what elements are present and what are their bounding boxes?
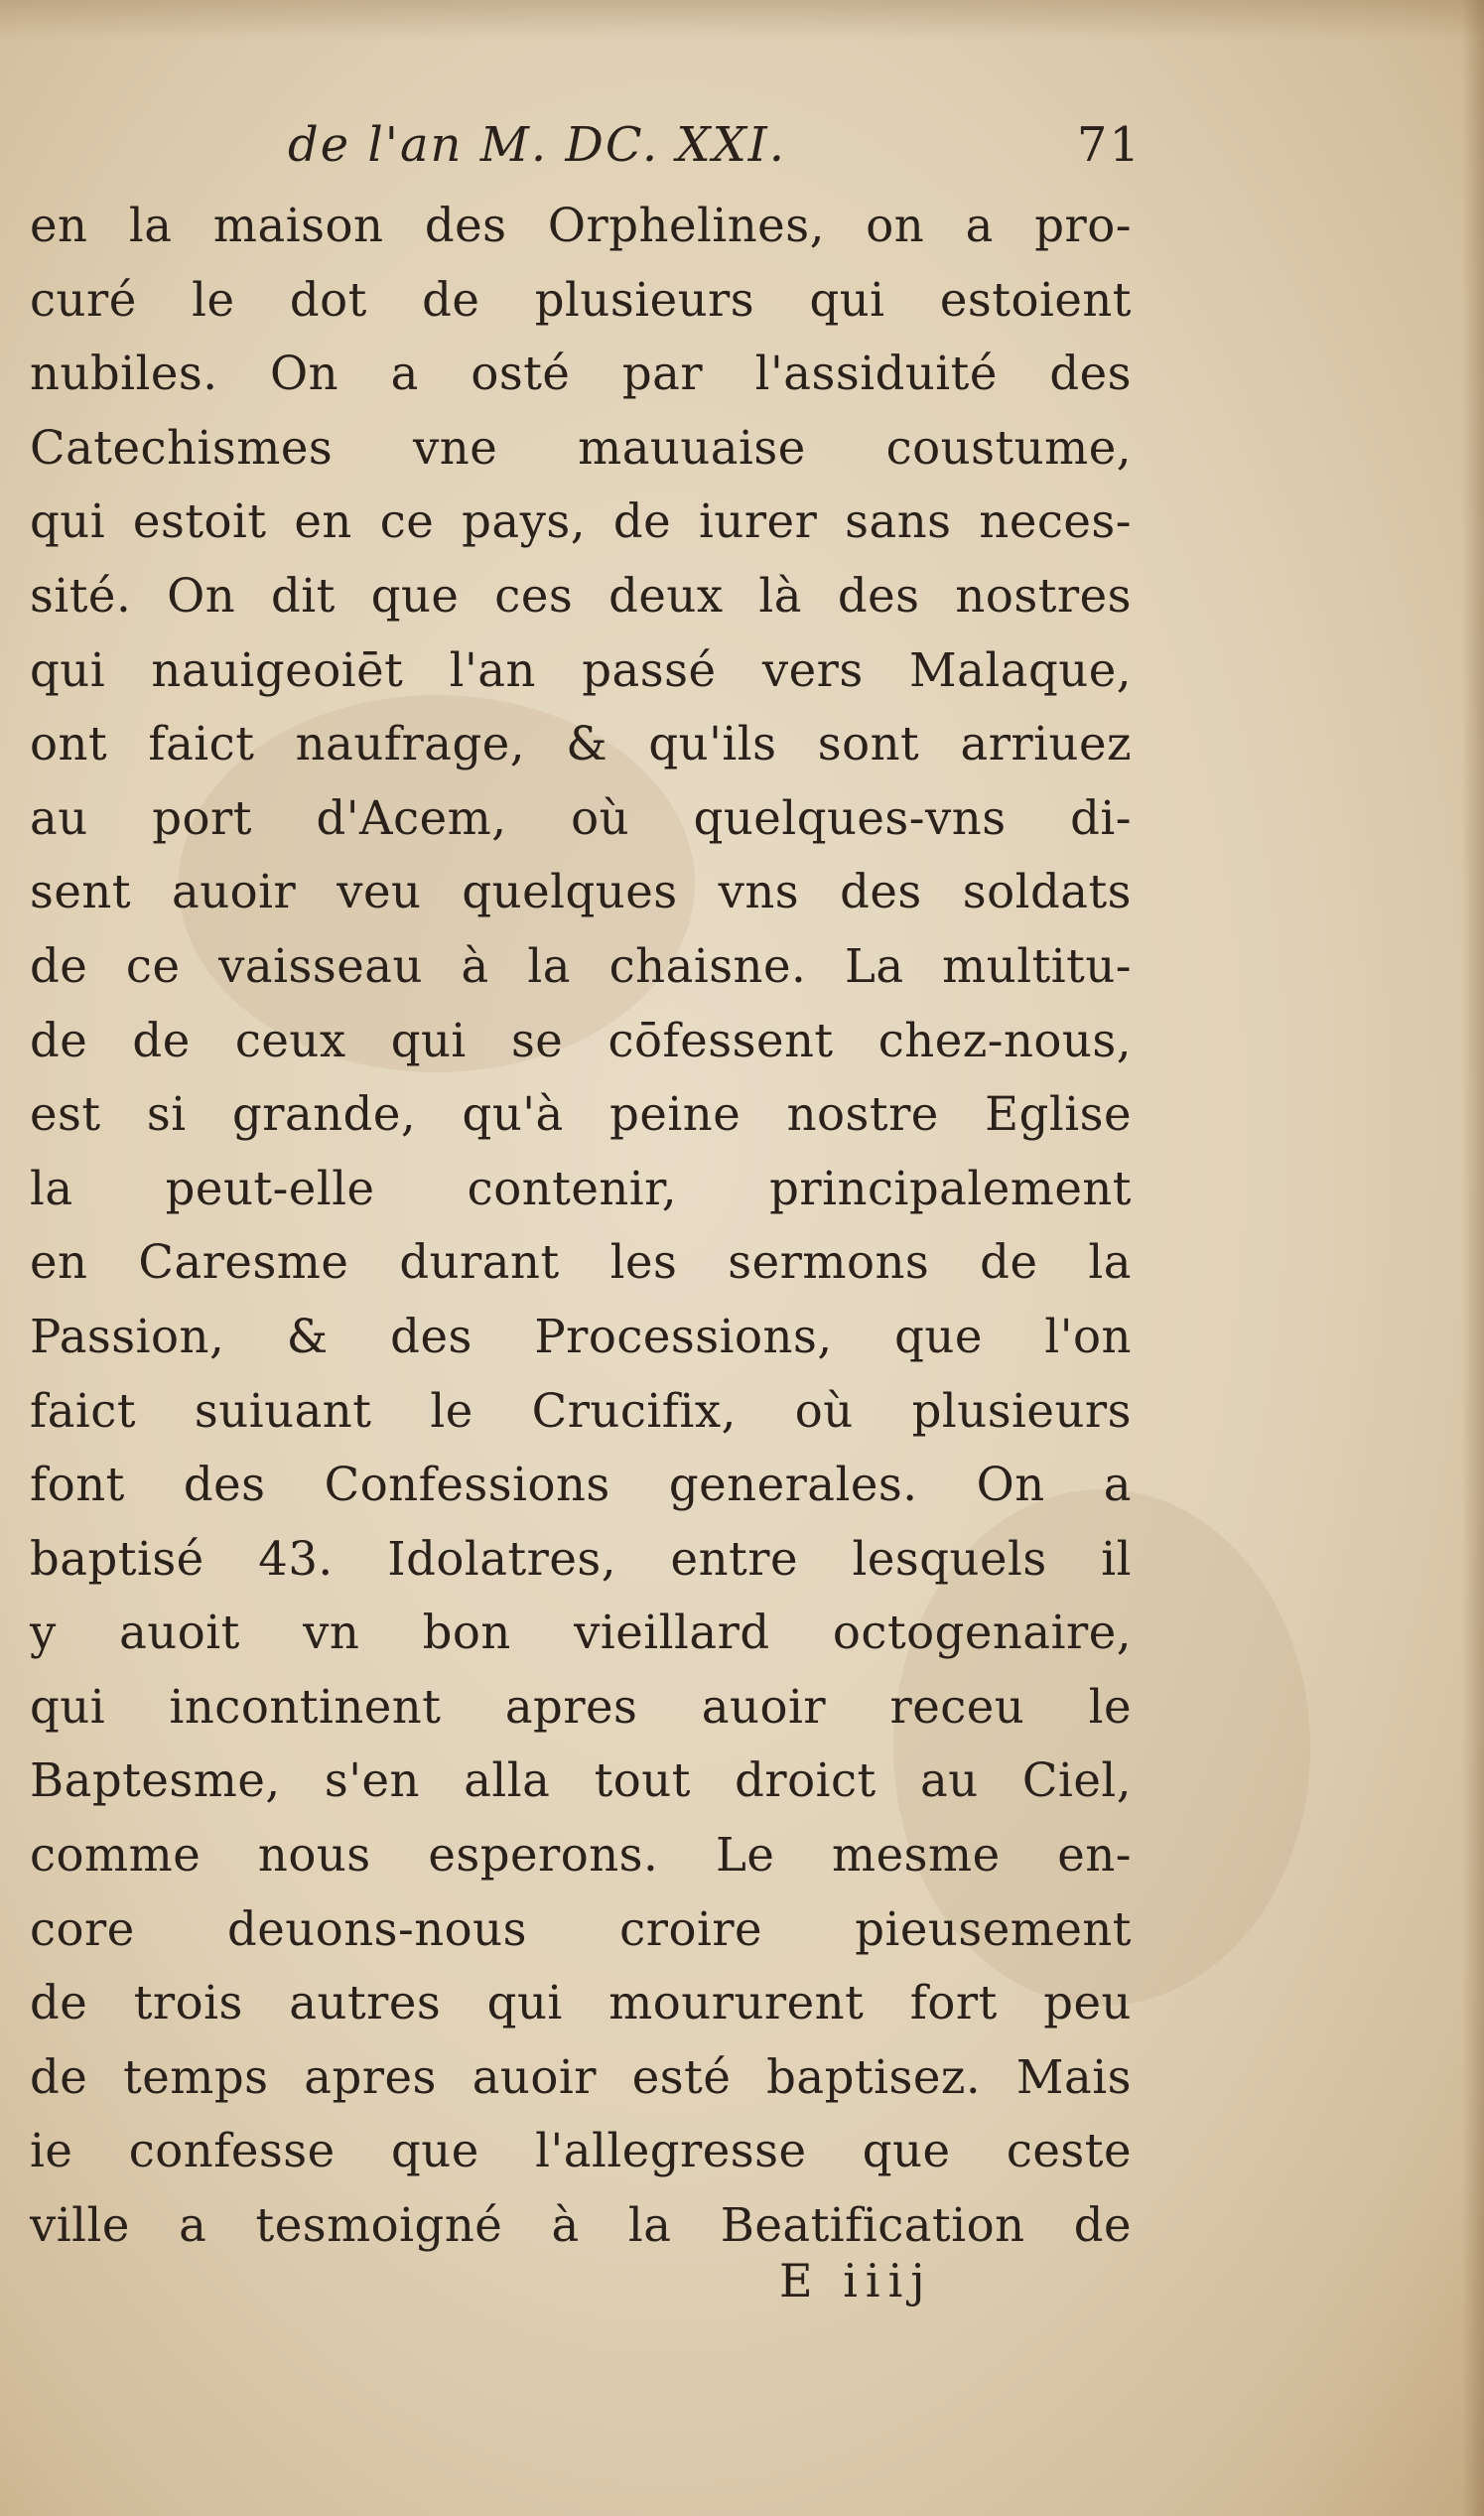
text-line: font des Confessions generales. On a <box>30 1458 1132 1512</box>
text-line: comme nous esperons. Le mesme en- <box>30 1828 1132 1883</box>
text-line: de de ceux qui se cōfessent chez-nous, <box>30 1013 1132 1067</box>
text-line: qui nauigeoiēt l'an passé vers Malaque, <box>30 642 1132 697</box>
text-line: qui incontinent apres auoir receu le <box>30 1679 1132 1734</box>
text-line: ville a tesmoigné à la Beatification de <box>30 2198 1132 2253</box>
body-text <box>30 189 1132 2263</box>
signature-mark: E iiij <box>779 2254 933 2307</box>
text-line: Baptesme, s'en alla tout droict au Ciel, <box>30 1753 1132 1808</box>
text-line: curé le dot de plusieurs qui estoient <box>30 272 1132 327</box>
text-line: de ce vaisseau à la chaisne. La multitu- <box>30 938 1132 993</box>
text-line: faict suiuant le Crucifix, où plusieurs <box>30 1383 1132 1438</box>
text-line: ont faict naufrage, & qu'ils sont arriuez <box>30 717 1132 771</box>
text-line: en la maison des Orphelines, on a pro- <box>30 199 1132 252</box>
text-line: de trois autres qui moururent fort peu <box>30 1976 1132 2030</box>
text-line: est si grande, qu'à peine nostre Eglise <box>30 1087 1132 1142</box>
page-number: 71 <box>1076 117 1142 173</box>
text-line: Passion, & des Processions, que l'on <box>30 1309 1132 1363</box>
text-line: core deuons-nous croire pieusement <box>30 1901 1132 1956</box>
text-line: ie confesse que l'allegresse que ceste <box>30 2124 1132 2178</box>
text-line: en Caresme durant les sermons de la <box>30 1235 1132 1290</box>
page-top-shadow <box>0 0 1484 40</box>
text-line: Catechismes vne mauuaise coustume, <box>30 420 1132 475</box>
text-line: sité. On dit que ces deux là des nostres <box>30 568 1132 623</box>
text-line: y auoit vn bon vieillard octogenaire, <box>30 1606 1132 1660</box>
text-line: sent auoir veu quelques vns des soldats <box>30 865 1132 919</box>
text-line: de temps apres auoir esté baptisez. Mais <box>30 2049 1132 2104</box>
page-footer <box>779 2254 978 2323</box>
page-header <box>288 117 1142 177</box>
page-right-edge <box>1462 0 1484 2516</box>
text-line: la peut-elle contenir, principalement <box>30 1161 1132 1215</box>
text-line: qui estoit en ce pays, de iurer sans neces- <box>30 494 1132 549</box>
text-line: baptisé 43. Idolatres, entre lesquels il <box>30 1531 1132 1586</box>
running-title: de l'an M. DC. XXI. <box>288 117 786 173</box>
text-line: au port d'Acem, où quelques-vns di- <box>30 790 1132 845</box>
text-line: nubiles. On a osté par l'assiduité des <box>30 347 1132 401</box>
